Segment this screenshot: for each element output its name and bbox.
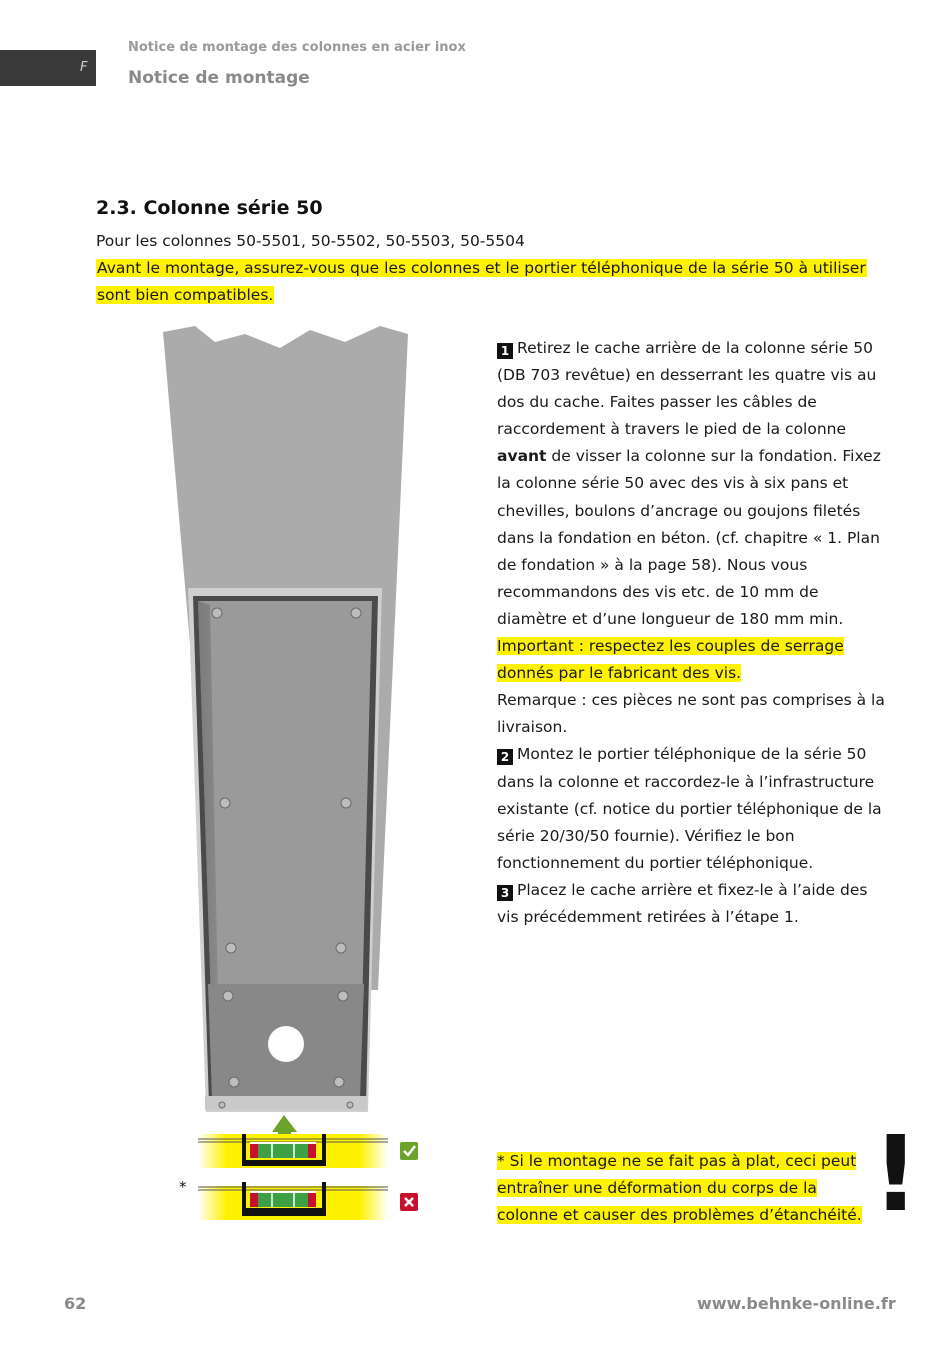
level-ok <box>198 1134 388 1168</box>
screw <box>341 798 351 808</box>
screw <box>336 943 346 953</box>
asterisk-marker: * <box>179 1178 187 1196</box>
check-icon <box>400 1142 418 1160</box>
step-3 <box>497 877 887 931</box>
instruction-steps <box>497 335 887 931</box>
page-number: 62 <box>64 1294 87 1313</box>
step-1 <box>497 335 887 633</box>
step-1-text: Retirez le cache arrière de la colonne série 50 (DB 703 revêtue) en desserrant les quatre vis au dos du cache. Faites passer les câbles de raccordement à travers le pied de la colonne <box>497 339 877 439</box>
flatness-note <box>497 1148 877 1229</box>
warning-line-1: Avant le montage, assurez-vous que les colonnes et le portier téléphonique de la série 50 à utiliser <box>97 259 866 277</box>
models-line: Pour les colonnes 50-5501, 50-5502, 50-5503, 50-5504 <box>96 232 525 250</box>
screw <box>347 1102 353 1108</box>
screw <box>212 608 222 618</box>
step-1-remark: Remarque : ces pièces ne sont pas comprises à la livraison. <box>497 691 885 737</box>
section-title: 2.3. Colonne série 50 <box>96 197 323 219</box>
step-2-number: 2 <box>497 749 513 765</box>
section-intro <box>96 228 886 309</box>
warning-line-2: sont bien compatibles. <box>97 286 274 304</box>
step-3-number: 3 <box>497 885 513 901</box>
step-2 <box>497 741 887 876</box>
header-title: Notice de montage <box>128 68 310 88</box>
screw <box>226 943 236 953</box>
level-bad <box>198 1182 388 1220</box>
note-line-1: * Si le montage ne se fait pas à plat, ceci peut <box>497 1152 857 1170</box>
footer-url: www.behnke-online.fr <box>697 1294 896 1313</box>
step-3-text: Placez le cache arrière et fixez-le à l’aide des vis précédemment retirées à l’étape 1. <box>497 880 868 926</box>
screw <box>220 798 230 808</box>
cable-hole <box>268 1026 304 1062</box>
column-illustration <box>150 320 450 1240</box>
important-line-1: Important : respectez les couples de serrage <box>497 637 844 656</box>
header-subtitle: Notice de montage des colonnes en acier inox <box>128 40 466 55</box>
screw <box>351 608 361 618</box>
screw <box>338 991 348 1001</box>
language-tab <box>0 50 96 86</box>
step-1-important <box>497 633 887 687</box>
language-tab-letter: F <box>80 60 88 75</box>
screw <box>229 1077 239 1087</box>
important-line-2: donnés par le fabricant des vis. <box>497 664 742 683</box>
screw <box>223 991 233 1001</box>
cross-icon <box>400 1193 418 1211</box>
step-1-text-cont: de visser la colonne sur la fondation. Fixez la colonne série 50 avec des vis à six pans et chevilles, boulons d’ancrage ou goujons filetés dans la fondation en béton. (cf. chapitre « 1. Plan de fondation » à la page 58). Nous vous recommandons des vis etc. de 10 mm de diamètre et d’une longueur de 180 mm min. <box>497 447 881 628</box>
step-2-text: Montez le portier téléphonique de la série 50 dans la colonne et raccordez-le à l’infrastructure existante (cf. notice du portier téléphonique de la série 20/30/50 fournie). Vérifiez le bon fonctionnement du portier téléphonique. <box>497 745 882 872</box>
note-line-3: colonne et causer des problèmes d’étanchéité. <box>497 1206 862 1225</box>
screw <box>219 1102 225 1108</box>
note-line-2: entraîner une déformation du corps de la <box>497 1179 817 1198</box>
step-1-bold: avant <box>497 447 547 466</box>
step-1-number: 1 <box>497 343 513 359</box>
warning-exclamation-icon: ! <box>872 1113 920 1235</box>
screw <box>334 1077 344 1087</box>
